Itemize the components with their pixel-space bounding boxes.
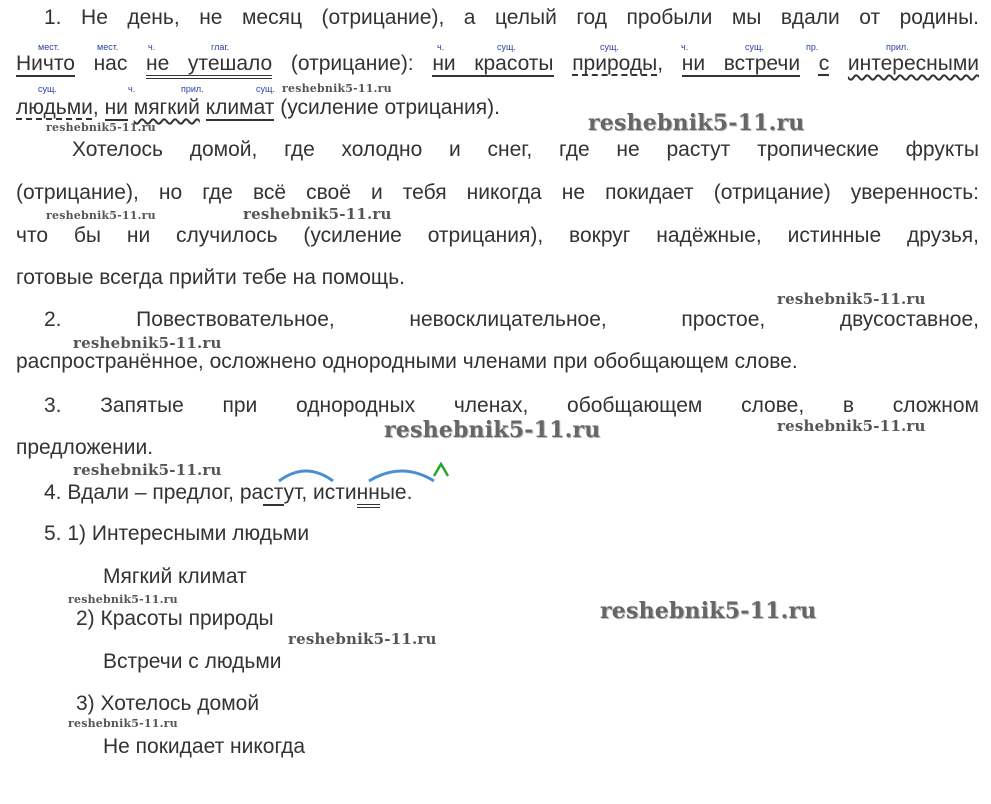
morpheme-mark: ст xyxy=(263,481,284,504)
watermark: reshebnik5-11.ru xyxy=(588,110,805,136)
item5-line2: Мягкий климат xyxy=(103,565,247,588)
attribute-word: природы xyxy=(572,52,658,75)
pos-label: сущ. xyxy=(745,42,764,52)
attribute-word: людьми xyxy=(16,96,93,119)
pos-label: глаг. xyxy=(211,42,230,52)
watermark: reshebnik5-11.ru xyxy=(384,417,601,443)
item5-line3: 2) Красоты природы xyxy=(76,607,274,630)
p2-line3: что бы ни случилось (усиление отрицания), вокруг надёжные, истинные друзья, xyxy=(16,224,979,247)
watermark: reshebnik5-11.ru xyxy=(46,121,156,134)
modifier-word: мягкий xyxy=(133,96,200,119)
pos-label: сущ. xyxy=(600,42,619,52)
attribute-word: с xyxy=(818,52,830,75)
watermark: reshebnik5-11.ru xyxy=(46,209,156,222)
p2-line1: Хотелось домой, где холодно и снег, где не растут тропические фрукты xyxy=(72,138,979,161)
pos-label: сущ. xyxy=(497,42,516,52)
pos-label: сущ. xyxy=(38,84,57,94)
item3-line2: предложении. xyxy=(16,436,154,459)
pos-label: сущ. xyxy=(256,84,275,94)
item3-line1: 3. Запятые при однородных членах, обобщающем слове, в сложном xyxy=(44,394,979,417)
predicate-word: не утешало xyxy=(146,52,272,79)
subject-word: климат xyxy=(205,96,275,119)
morpheme-mark: нн xyxy=(357,481,380,508)
p1-line3: людьми, ни мягкий климат (усиление отрицания). xyxy=(16,96,500,119)
p2-line4: готовые всегда прийти тебе на помощь. xyxy=(16,266,405,289)
pos-label: ч. xyxy=(681,42,689,52)
pos-label: прил. xyxy=(886,42,909,52)
watermark: reshebnik5-11.ru xyxy=(68,593,178,606)
pos-label: пр. xyxy=(806,42,819,52)
modifier-word: интересными xyxy=(847,52,980,75)
watermark: reshebnik5-11.ru xyxy=(73,334,222,352)
watermark: reshebnik5-11.ru xyxy=(282,82,392,95)
p1-line2: Ничто нас не утешало (отрицание): ни красоты природы, ни встречи с интересными xyxy=(16,52,979,76)
item5-line5: 3) Хотелось домой xyxy=(76,692,260,715)
item2-line2: распространённое, осложнено однородными членами при обобщающем слове. xyxy=(16,350,798,373)
pos-label: ч. xyxy=(437,42,445,52)
watermark: reshebnik5-11.ru xyxy=(777,417,926,435)
pos-label: ч. xyxy=(148,42,156,52)
pos-label: ч. xyxy=(128,84,136,94)
watermark: reshebnik5-11.ru xyxy=(600,598,817,624)
watermark: reshebnik5-11.ru xyxy=(777,290,926,308)
pos-label: мест. xyxy=(97,42,119,52)
item5-line6: Не покидает никогда xyxy=(103,735,306,758)
subject-word: ни xyxy=(104,96,128,119)
watermark: reshebnik5-11.ru xyxy=(243,205,392,223)
subject-word: ни красоты xyxy=(432,52,554,75)
watermark: reshebnik5-11.ru xyxy=(73,461,222,479)
item2-line1: 2. Повествовательное, невосклицательное, простое, двусоставное, xyxy=(44,308,979,331)
suffix-mark-icon xyxy=(432,462,450,478)
item4-line: 4. Вдали – предлог, растут, истинные. xyxy=(44,481,991,505)
p2-line2: (отрицание), но где всё своё и тебя никогда не покидает (отрицание) уверенность: xyxy=(16,181,979,204)
pos-label: прил. xyxy=(181,84,204,94)
watermark: reshebnik5-11.ru xyxy=(68,717,178,730)
subject-word: Ничто xyxy=(16,52,75,75)
p1-line1: 1. Не день, не месяц (отрицание), а целый год пробыли мы вдали от родины. xyxy=(44,6,979,29)
watermark: reshebnik5-11.ru xyxy=(288,630,437,648)
item5-line4: Встречи с людьми xyxy=(103,650,282,673)
pos-label: мест. xyxy=(38,42,60,52)
item5-line1: 5. 1) Интересными людьми xyxy=(44,522,310,545)
subject-word: ни встречи xyxy=(681,52,801,75)
